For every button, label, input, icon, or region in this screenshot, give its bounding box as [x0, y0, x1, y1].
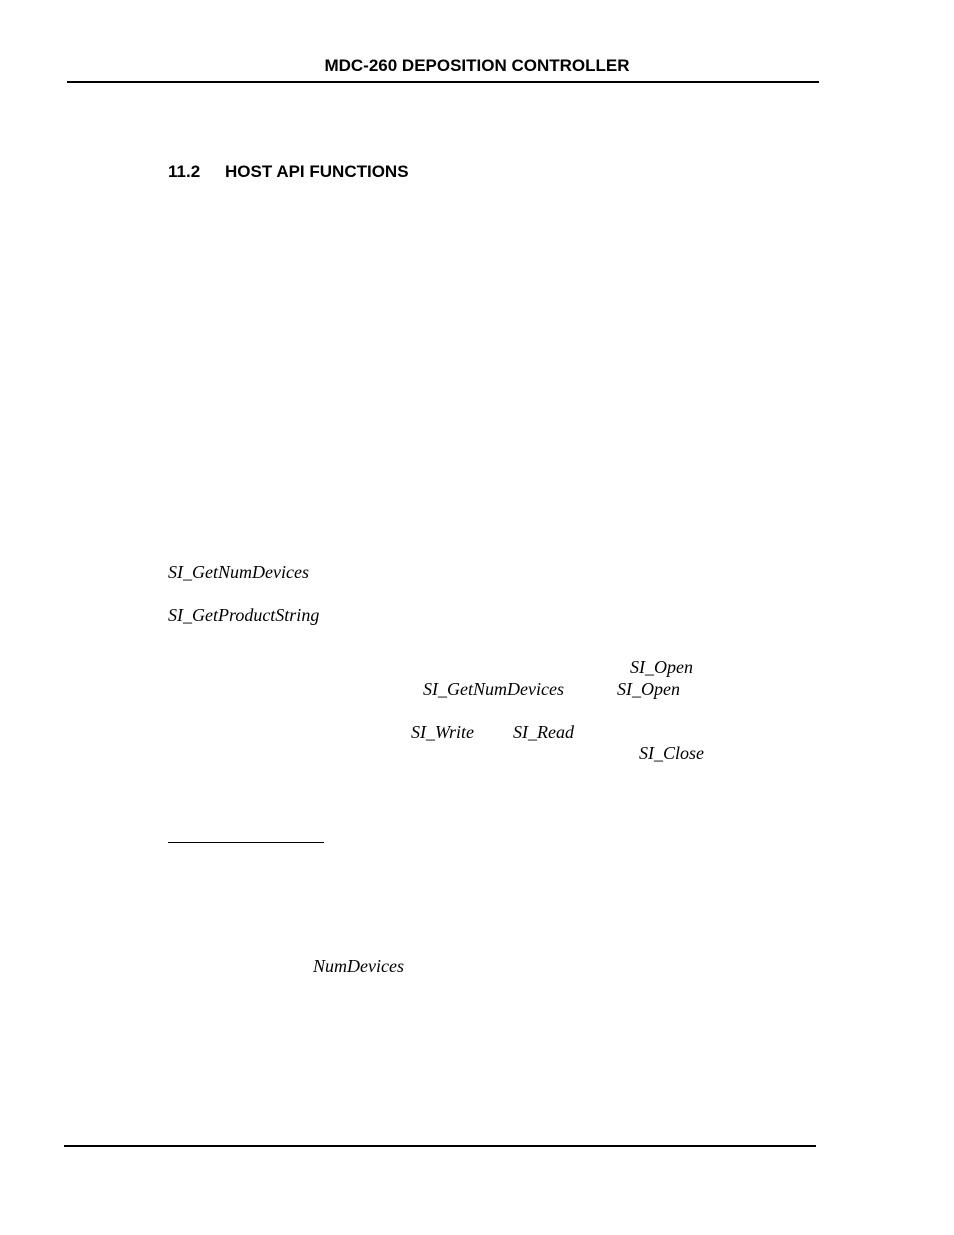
section-title: HOST API FUNCTIONS — [225, 162, 409, 181]
term-si-write: SI_Write — [411, 722, 474, 742]
section-heading — [168, 162, 409, 182]
term-si-getproductstring: SI_GetProductString — [168, 605, 320, 625]
term-si-close: SI_Close — [639, 743, 704, 763]
term-si-open-ref: SI_Open — [617, 679, 680, 699]
section-number: 11.2 — [168, 162, 201, 181]
header-rule — [67, 81, 819, 83]
term-si-getnumdevices-ref: SI_GetNumDevices — [423, 679, 564, 699]
term-numdevices: NumDevices — [313, 956, 404, 976]
page-header-title: MDC-260 DEPOSITION CONTROLLER — [324, 56, 630, 75]
term-si-read: SI_Read — [513, 722, 574, 742]
term-si-getnumdevices: SI_GetNumDevices — [168, 562, 309, 582]
function-heading-underline — [168, 842, 324, 843]
term-si-open: SI_Open — [630, 657, 693, 677]
footer-rule — [64, 1145, 816, 1147]
